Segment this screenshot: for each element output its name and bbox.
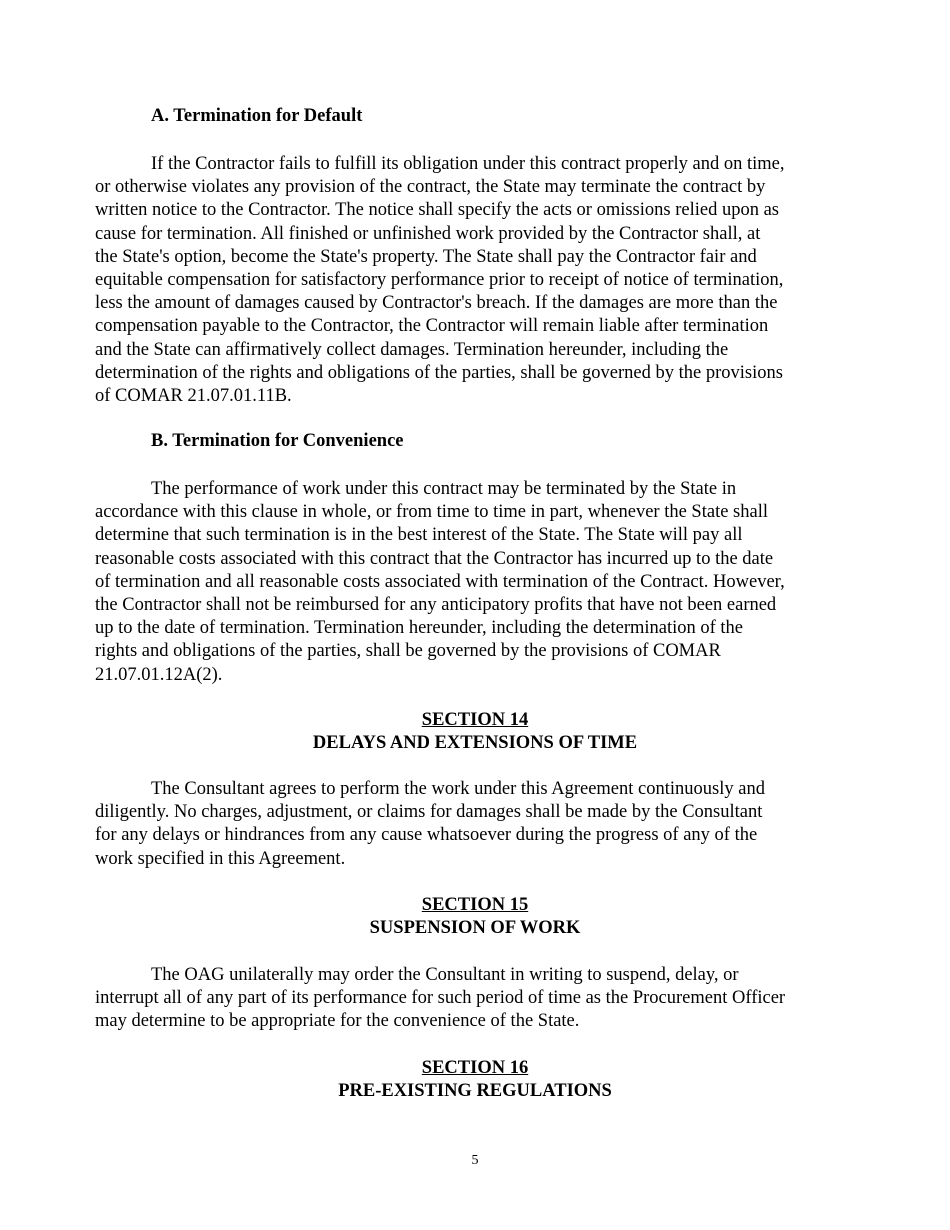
paragraph-line: the State's option, become the State's property. The State shall pay the Contractor fair and xyxy=(95,246,757,267)
paragraph-line: up to the date of termination. Termination hereunder, including the determination of the xyxy=(95,618,744,639)
paragraph-line: or otherwise violates any provision of the contract, the State may terminate the contract by xyxy=(95,177,766,198)
paragraph-line: The Consultant agrees to perform the work under this Agreement continuously and xyxy=(151,779,765,799)
section-15-heading xyxy=(0,894,950,940)
paragraph-line: work specified in this Agreement. xyxy=(95,848,346,869)
subsection-b-paragraph xyxy=(95,478,852,687)
paragraph-line: and the State can affirmatively collect damages. Termination hereunder, including the xyxy=(95,339,729,360)
paragraph-line: determine that such termination is in the best interest of the State. The State will pay all xyxy=(95,525,743,546)
paragraph-line: If the Contractor fails to fulfill its obligation under this contract properly and on time, xyxy=(151,154,785,174)
paragraph-line: the Contractor shall not be reimbursed for any anticipatory profits that have not been earned xyxy=(95,595,777,616)
paragraph-line: less the amount of damages caused by Contractor's breach. If the damages are more than the xyxy=(95,293,778,314)
paragraph-line: The OAG unilaterally may order the Consultant in writing to suspend, delay, or xyxy=(151,965,739,985)
paragraph-line: reasonable costs associated with this contract that the Contractor has incurred up to the date xyxy=(95,548,774,569)
paragraph-line: of termination and all reasonable costs associated with termination of the Contract. However, xyxy=(95,571,785,592)
paragraph-line: of COMAR 21.07.01.11B. xyxy=(95,386,292,407)
paragraph-line: determination of the rights and obligations of the parties, shall be governed by the provisions xyxy=(95,362,783,383)
subsection-a-heading: A. Termination for Default xyxy=(151,106,363,126)
section-14-paragraph xyxy=(95,778,852,871)
page-number: 5 xyxy=(471,1153,479,1168)
paragraph-line: accordance with this clause in whole, or from time to time in part, whenever the State shall xyxy=(95,502,768,523)
paragraph-line: compensation payable to the Contractor, the Contractor will remain liable after termination xyxy=(95,316,769,337)
section-16-heading xyxy=(0,1057,950,1103)
section-number: SECTION 15 xyxy=(421,895,529,915)
section-title: SUSPENSION OF WORK xyxy=(369,918,581,938)
paragraph-line: may determine to be appropriate for the convenience of the State. xyxy=(95,1011,580,1032)
paragraph-line: cause for termination. All finished or unfinished work provided by the Contractor shall, at xyxy=(95,223,761,244)
paragraph-line: equitable compensation for satisfactory performance prior to receipt of notice of termination, xyxy=(95,270,784,291)
section-title: PRE-EXISTING REGULATIONS xyxy=(338,1081,612,1101)
paragraph-line: rights and obligations of the parties, shall be governed by the provisions of COMAR xyxy=(95,641,721,662)
paragraph-line: interrupt all of any part of its performance for such period of time as the Procurement Officer xyxy=(95,988,786,1009)
subsection-b-heading: B. Termination for Convenience xyxy=(151,431,404,451)
section-number: SECTION 16 xyxy=(421,1058,529,1078)
subsection-a-paragraph xyxy=(95,153,852,408)
paragraph-line: written notice to the Contractor. The notice shall specify the acts or omissions relied upon as xyxy=(95,200,779,221)
paragraph-line: 21.07.01.12A(2). xyxy=(95,664,223,685)
paragraph-line: The performance of work under this contract may be terminated by the State in xyxy=(151,479,737,499)
section-title: DELAYS AND EXTENSIONS OF TIME xyxy=(312,733,638,753)
section-15-paragraph xyxy=(95,964,852,1034)
paragraph-line: diligently. No charges, adjustment, or claims for damages shall be made by the Consultant xyxy=(95,802,763,823)
section-14-heading xyxy=(0,709,950,755)
section-number: SECTION 14 xyxy=(421,710,529,730)
paragraph-line: for any delays or hindrances from any cause whatsoever during the progress of any of the xyxy=(95,825,758,846)
